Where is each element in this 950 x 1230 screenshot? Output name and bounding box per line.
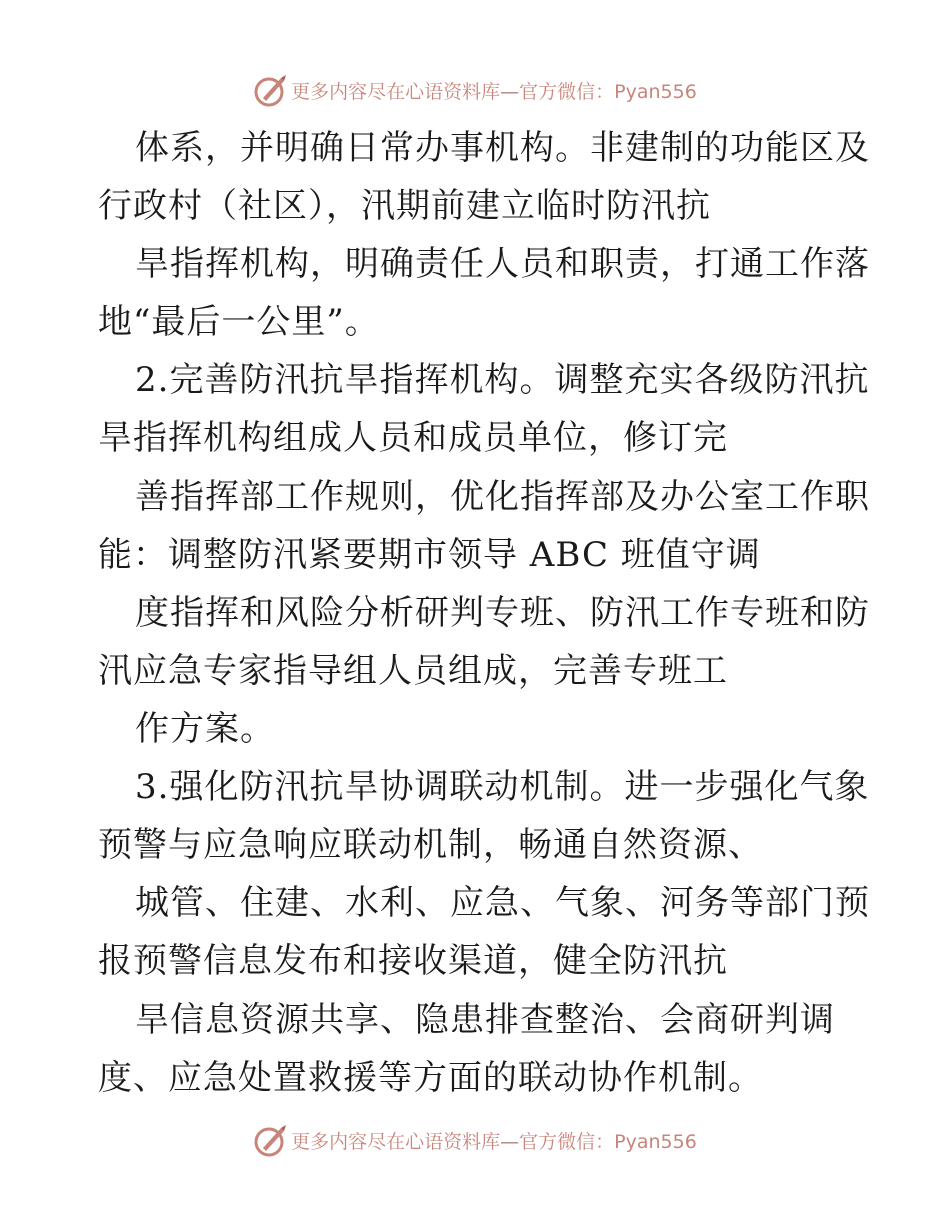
watermark-suffix: 官方微信：Pyan556 xyxy=(519,1130,697,1153)
watermark-separator: — xyxy=(500,80,520,103)
body-line: 行政村（社区），汛期前建立临时防汛抗 xyxy=(98,186,711,226)
watermark-label xyxy=(291,77,697,104)
body-line: 汛应急专家指导组人员组成，完善专班工 xyxy=(98,651,728,691)
body-line: 善指挥部工作规则，优化指挥部及办公室工作职 xyxy=(135,477,870,517)
header-watermark xyxy=(0,70,950,110)
body-line: 3.强化防汛抗旱协调联动机制。进一步强化气象 xyxy=(135,767,870,807)
body-line: 旱指挥机构，明确责任人员和职责，打通工作落 xyxy=(135,244,870,284)
body-line: 能：调整防汛紧要期市领导 ABC 班值守调 xyxy=(98,535,761,575)
body-line: 旱指挥机构组成人员和成员单位，修订完 xyxy=(98,418,728,458)
watermark-separator: — xyxy=(500,1130,520,1153)
body-line: 地“最后一公里”。 xyxy=(98,302,380,342)
body-line: 预警与应急响应联动机制，畅通自然资源、 xyxy=(98,825,763,865)
body-line: 度指挥和风险分析研判专班、防汛工作专班和防 xyxy=(135,593,870,633)
footer-watermark xyxy=(0,1120,950,1160)
body-line: 作方案。 xyxy=(135,709,275,749)
body-line: 旱信息资源共享、隐患排查整治、会商研判调 xyxy=(135,1000,835,1040)
body-line: 2.完善防汛抗旱指挥机构。调整充实各级防汛抗 xyxy=(135,360,870,400)
body-line: 报预警信息发布和接收渠道，健全防汛抗 xyxy=(98,941,728,981)
watermark-label xyxy=(291,1127,697,1154)
watermark-main-text: 更多内容尽在心语资料库 xyxy=(291,1130,501,1153)
body-line: 度、应急处置救援等方面的联动协作机制。 xyxy=(98,1058,763,1098)
quill-logo-icon xyxy=(253,1122,289,1158)
watermark-suffix: 官方微信：Pyan556 xyxy=(519,80,697,103)
body-line: 城管、住建、水利、应急、气象、河务等部门预 xyxy=(135,883,870,923)
watermark-main-text: 更多内容尽在心语资料库 xyxy=(291,80,501,103)
body-line: 体系，并明确日常办事机构。非建制的功能区及 xyxy=(135,128,870,168)
quill-logo-icon xyxy=(253,72,289,108)
